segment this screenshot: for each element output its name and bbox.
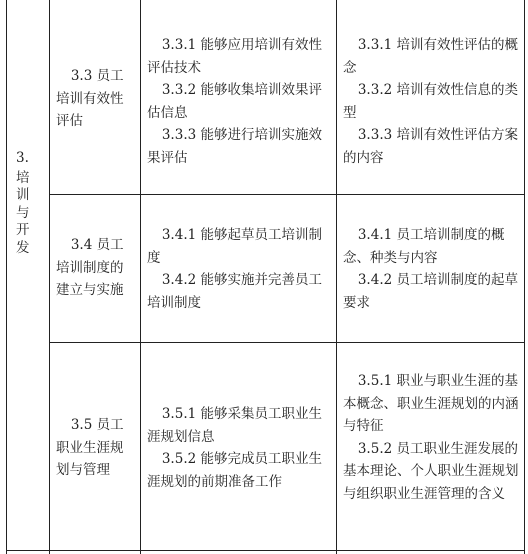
skill-item: 3.4.2 能够实施并完善员工培训制度 [147, 272, 322, 311]
unit-line: 培训制度的 [56, 259, 124, 276]
knowledge-item: 3.3.1 培训有效性评估的概念 [343, 37, 518, 76]
unit-cell-3-3 [56, 65, 136, 133]
unit-cell-3-4 [56, 234, 138, 302]
knowledge-cell-3-4 [343, 224, 521, 314]
unit-line: 评估 [56, 113, 83, 129]
section-title-char: 培 [16, 169, 30, 186]
section-title-char: 发 [16, 239, 30, 256]
unit-line: 3.3 员工 [70, 68, 124, 84]
table-border-right [524, 0, 525, 554]
knowledge-cell-3-5 [343, 370, 521, 505]
skills-cell-3-5 [147, 403, 331, 493]
knowledge-item: 3.5.1 职业与职业生涯的基本概念、职业生涯规划的内涵与特征 [343, 373, 519, 434]
skill-item: 3.4.1 能够起草员工培训制度 [147, 227, 322, 266]
section-title-char: 开 [16, 222, 30, 238]
table-border-bottom [6, 550, 525, 551]
skill-item: 3.3.1 能够应用培训有效性评估技术 [147, 37, 322, 76]
skills-cell-3-3 [147, 34, 331, 169]
knowledge-item: 3.3.3 培训有效性评估方案的内容 [343, 127, 518, 166]
column-divider [140, 0, 141, 554]
knowledge-item: 3.5.2 员工职业生涯发展的基本理论、个人职业生涯规划与组织职业生涯管理的含义 [343, 440, 519, 502]
table-border-left [6, 0, 7, 554]
section-number: 3. [16, 150, 29, 166]
section-title-char: 与 [16, 204, 30, 221]
unit-line: 3.5 员工 [70, 417, 124, 433]
unit-line: 培训有效性 [56, 90, 124, 107]
skills-cell-3-4 [147, 224, 331, 314]
row-divider [49, 342, 525, 343]
knowledge-cell-3-3 [343, 34, 521, 169]
knowledge-item: 3.4.1 员工培训制度的概念、种类与内容 [343, 227, 505, 266]
column-divider [336, 0, 337, 554]
column-divider [49, 0, 50, 554]
section-label [16, 150, 38, 257]
knowledge-item: 3.3.2 培训有效性信息的类型 [343, 82, 518, 121]
unit-cell-3-5 [56, 414, 138, 482]
knowledge-item: 3.4.2 员工培训制度的起草要求 [343, 272, 518, 311]
skill-item: 3.5.2 能够完成员工职业生涯规划的前期准备工作 [147, 451, 322, 490]
unit-line: 3.4 员工 [70, 237, 124, 253]
row-divider [49, 194, 525, 195]
unit-line: 建立与实施 [56, 282, 124, 298]
skill-item: 3.3.2 能够收集培训效果评估信息 [147, 82, 322, 121]
unit-line: 职业生涯规 [56, 439, 124, 456]
skill-item: 3.5.1 能够采集员工职业生涯规划信息 [147, 406, 322, 445]
section-title-char: 训 [16, 187, 30, 203]
skill-item: 3.3.3 能够进行培训实施效果评估 [147, 127, 322, 166]
unit-line: 划与管理 [56, 462, 110, 478]
